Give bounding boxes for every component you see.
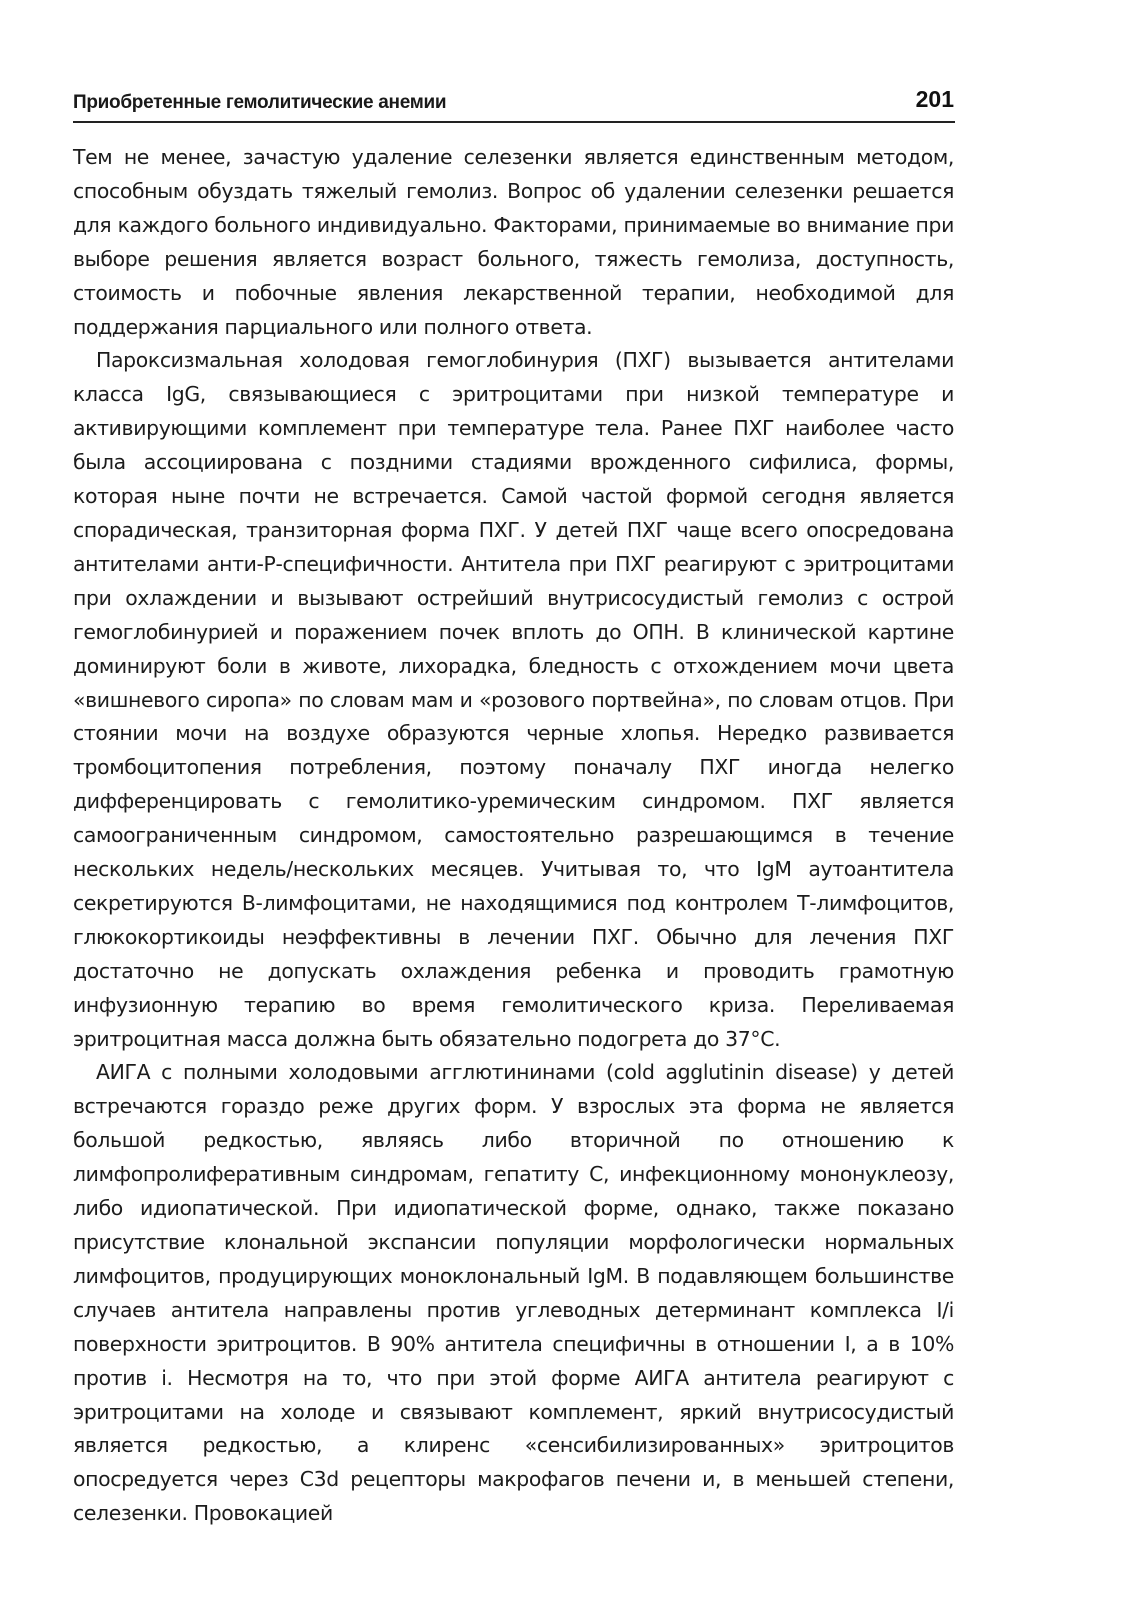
running-title: Приобретенные гемолитические анемии [73,92,447,113]
header-rule [73,121,955,123]
running-head [73,84,954,116]
paragraph-cold-agglutinin: АИГА с полными холодовыми агглютининами (cold agglutinin disease) у детей встречаются гораздо реже других форм. У взрослых эта форма не является большой редкостью, являясь либо вторичной по отношению к лимфопролиферативным синдромам, гепатиту С, инфекционному мононуклеозу, либо идиопатической. При идиопатической форме, однако, также показано присутствие клональной экспансии популяции морфологически нормальных лимфоцитов, продуцирующих моноклональный IgM. В подавляющем большинстве случаев антитела направлены против углеводных детерминант комплекса I/i поверхности эритроцитов. В 90% антитела специфичны в отношении I, а в 10% против i. Несмотря на то, что при этой форме АИГА антитела реагируют с эритроцитами на холоде и связывают комплемент, яркий внутрисосудистый является редкостью, а клиренс «сенсибилизированных» эритроцитов опосредуется через С3d рецепторы макрофагов печени и, в меньшей степени, селезенки. Провокацией [73,1060,954,1526]
page-number: 201 [915,86,954,112]
paragraph-pkh: Пароксизмальная холодовая гемоглобинурия (ПХГ) вызывается антителами класса IgG, связывающиеся с эритроцитами при низкой температуре и активирующими комплемент при температуре тела. Ранее ПХГ наиболее часто была ассоциирована с поздними стадиями врожденного сифилиса, формы, которая ныне почти не встречается. Самой частой формой сегодня является спорадическая, транзиторная форма ПХГ. У детей ПХГ чаще всего опосредована антителами анти-Р-специфичности. Антитела при ПХГ реагируют с эритроцитами при охлаждении и вызывают острейший внутрисосудистый гемолиз с острой гемоглобинурией и поражением почек вплоть до ОПН. В клинической картине доминируют боли в животе, лихорадка, бледность с отхождением мочи цвета «вишневого сиропа» по словам мам и «розового портвейна», по словам отцов. При стоянии мочи на воздухе образуются черные хлопья. Нередко развивается тромбоцитопения потребления, поэтому поначалу ПХГ иногда нелегко дифференцировать с гемолитико-уремическим синдромом. ПХГ является самоограниченным синдромом, самостоятельно разрешающимся в течение нескольких недель/нескольких месяцев. Учитывая то, что IgM аутоантитела секретируются В-лимфоцитами, не находящимися под контролем Т-лимфоцитов, глюкокортикоиды неэффективны в лечении ПХГ. Обычно для лечения ПХГ достаточно не допускать охлаждения ребенка и проводить грамотную инфузионную терапию во время гемолитического криза. Переливаемая эритроцитная масса должна быть обязательно подогрета до 37°С. [73,348,954,1051]
paragraph-continued: Тем не менее, зачастую удаление селезенки является единственным методом, способным обуздать тяжелый гемолиз. Вопрос об удалении селезенки решается для каждого больного индивидуально. Факторами, принимаемые во внимание при выборе решения является возраст больного, тяжесть гемолиза, доступность, стоимость и побочные явления лекарственной терапии, необходимой для поддержания парциального или полного ответа. [73,145,954,339]
body-text [73,141,954,1531]
